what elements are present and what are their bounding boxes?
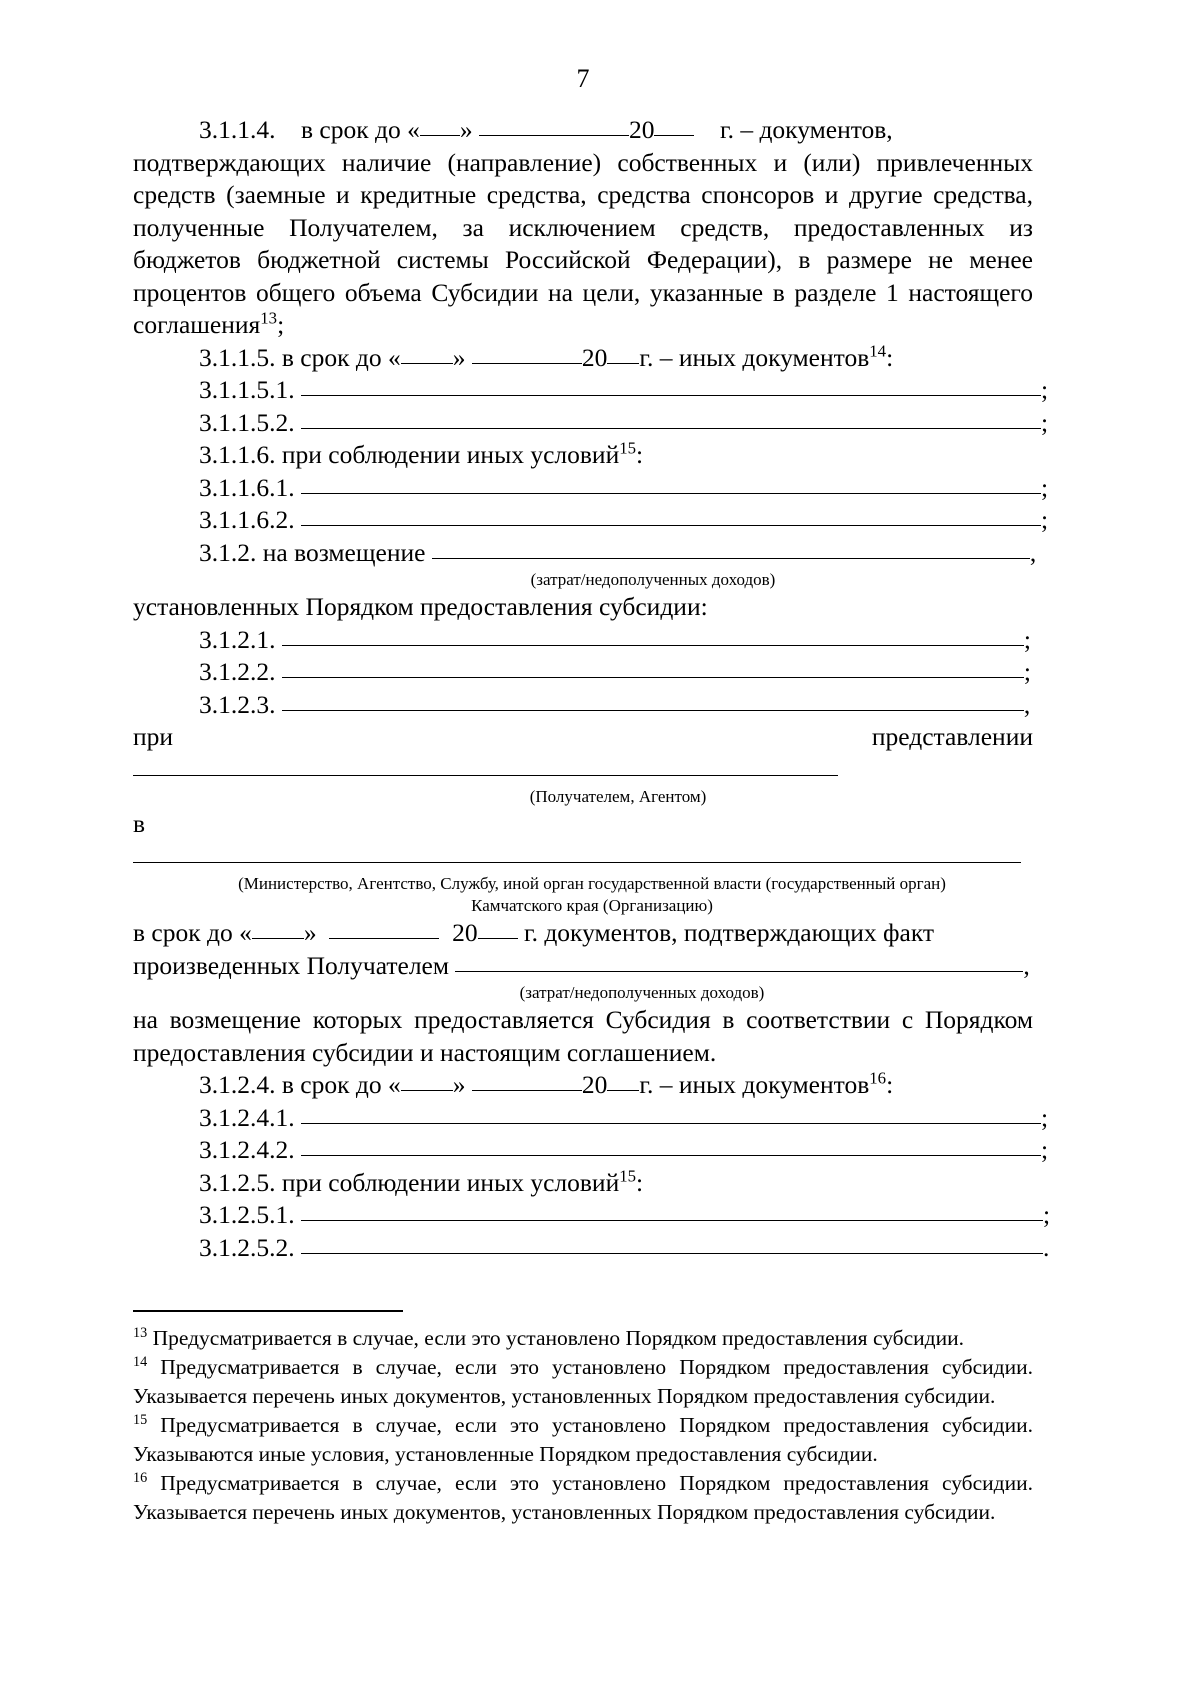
- item-3-1-2-4-end-punct: :: [886, 1070, 894, 1099]
- end-punct-3-1-2-5-2: .: [1043, 1232, 1050, 1262]
- day-blank-3-1-2-4[interactable]: [401, 1069, 453, 1091]
- end-punct-3-1-2-2: ;: [1023, 657, 1031, 686]
- end-punct-3-1-2-1: ;: [1023, 624, 1031, 654]
- item-3-1-1-6-end-punct: :: [636, 440, 644, 469]
- blank-field-3-1-2-3[interactable]: [282, 689, 1024, 711]
- blank-field-3-1-2-1[interactable]: [282, 624, 1024, 646]
- footnote-13: [133, 1324, 1033, 1353]
- year-blank-3-1-1-5[interactable]: [607, 342, 639, 364]
- item-number-3-1-2-2: 3.1.2.2.: [199, 657, 276, 686]
- blank-field-3-1-1-6-1[interactable]: [301, 472, 1041, 494]
- year-prefix-v-srok: 20: [452, 918, 478, 947]
- day-blank-v-srok[interactable]: [252, 917, 304, 939]
- year-blank-v-srok[interactable]: [478, 917, 518, 939]
- item-3-1-1-5-1: [133, 374, 1049, 407]
- blank-field-3-1-2-2[interactable]: [282, 656, 1024, 678]
- paragraph-v-srok-do: [133, 917, 1033, 950]
- footnote-16-mark: 16: [133, 1469, 148, 1486]
- footnote-16: [133, 1469, 1033, 1527]
- end-punct-3-1-2-5-1: ;: [1043, 1200, 1051, 1229]
- item-number-3-1-2-5-1: 3.1.2.5.1.: [199, 1200, 295, 1229]
- end-punct-3-1-1-5-1: ;: [1041, 375, 1049, 404]
- item-number-3-1-2-4: 3.1.2.4.: [199, 1070, 276, 1099]
- month-blank-v-srok[interactable]: [329, 917, 439, 939]
- end-punct-proizvedennyh: ,: [1023, 950, 1030, 980]
- item-3-1-1-5-end-punct: :: [886, 342, 894, 372]
- item-3-1-1-5-lead: в срок до «: [281, 342, 401, 372]
- item-number-3-1-2-4-2: 3.1.2.4.2.: [199, 1135, 295, 1164]
- day-blank-3-1-1-4[interactable]: [420, 114, 460, 136]
- caption-organ-line2: Камчатского края (Организацию): [471, 896, 713, 915]
- item-number-3-1-2-5-2: 3.1.2.5.2.: [199, 1232, 295, 1262]
- caption-zatrat-proizvedennyh: (затрат/недополученных доходов): [519, 983, 765, 1002]
- blank-field-3-1-2-5-1[interactable]: [301, 1199, 1043, 1221]
- item-number-3-1-1-5-2: 3.1.1.5.2.: [199, 407, 295, 437]
- item-3-1-2-5-2: [133, 1232, 1050, 1265]
- item-number-3-1-2-1: 3.1.2.1.: [199, 624, 276, 654]
- month-blank-3-1-1-4[interactable]: [479, 114, 629, 136]
- footnote-16-text: Предусматривается в случае, если это установлено Порядком предоставления субсидии. Указывается перечень иных документов, установленных Порядком предоставления субсидии.: [133, 1471, 1033, 1524]
- clause-3-1-1-4-end-punct: ;: [277, 310, 285, 339]
- paragraph-ustanovlennyh: установленных Порядком предоставления субсидии:: [133, 592, 708, 621]
- page-number: 7: [576, 64, 590, 93]
- blank-field-3-1-2-4-1[interactable]: [301, 1102, 1041, 1124]
- line-v: [133, 808, 1033, 873]
- quote-close-3-1-1-5: »: [452, 342, 466, 372]
- clause-3-1-1-4-lead: в срок до «: [301, 115, 420, 144]
- item-number-3-1-2: 3.1.2.: [199, 537, 257, 567]
- item-number-3-1-1-5-1: 3.1.1.5.1.: [199, 375, 295, 404]
- footnote-13-mark: 13: [133, 1324, 148, 1341]
- day-blank-3-1-1-5[interactable]: [401, 342, 453, 364]
- item-3-1-2-5-text: при соблюдении иных условий: [281, 1167, 620, 1197]
- end-punct-3-1-2-3: ,: [1023, 689, 1031, 719]
- line-proizvedennyh-poluchatelem: [133, 950, 1033, 983]
- item-3-1-1-5-after-year: г. – иных документов: [639, 342, 870, 372]
- end-punct-3-1-1-6-1: ;: [1041, 472, 1049, 502]
- item-3-1-1-6: [133, 439, 1033, 472]
- caption-poluchatelem-agentom: (Получателем, Агентом): [529, 787, 707, 806]
- item-number-3-1-2-5: 3.1.2.5.: [199, 1167, 276, 1197]
- quote-close-3-1-2-4: »: [452, 1070, 466, 1099]
- label-proizvedennyh: произведенных Получателем: [133, 950, 450, 980]
- footnote-14-text: Предусматривается в случае, если это установлено Порядком предоставления субсидии. Указывается перечень иных документов, установленных Порядком предоставления субсидии.: [133, 1355, 1033, 1408]
- footnote-ref-15-b[interactable]: 15: [619, 1166, 637, 1185]
- end-punct-3-1-2-4-2: ;: [1041, 1135, 1049, 1164]
- blank-field-3-1-1-5-2[interactable]: [301, 407, 1041, 429]
- item-3-1-2-4-after-year: г. – иных документов: [639, 1070, 870, 1099]
- footnote-15: [133, 1411, 1033, 1469]
- blank-field-3-1-2-4-2[interactable]: [301, 1134, 1041, 1156]
- blank-field-proizvedennyh[interactable]: [455, 950, 1023, 972]
- year-blank-3-1-2-4[interactable]: [607, 1069, 639, 1091]
- clause-3-1-1-4-after-year: г. – документов,: [719, 115, 893, 144]
- year-prefix-3-1-1-4: 20: [628, 115, 655, 144]
- footnote-ref-16[interactable]: 16: [869, 1068, 887, 1088]
- item-3-1-1-6-2: [133, 504, 1049, 537]
- footnote-15-text: Предусматривается в случае, если это установлено Порядком предоставления субсидии. Указываются иные условия, установленные Порядком предоставления субсидии.: [133, 1413, 1033, 1466]
- label-v: в: [133, 809, 146, 838]
- caption-zatrat-3-1-2: (затрат/недополученных доходов): [530, 570, 776, 589]
- item-3-1-2: [133, 537, 1037, 570]
- blank-field-v-organ[interactable]: [133, 841, 1021, 863]
- item-3-1-1-5-2: [133, 407, 1049, 440]
- blank-field-3-1-2-5-2[interactable]: [301, 1232, 1043, 1254]
- item-3-1-2-2: [133, 656, 1033, 689]
- footnote-14: [133, 1353, 1033, 1411]
- item-3-1-1-6-text: при соблюдении иных условий: [281, 440, 620, 469]
- year-prefix-3-1-1-5: 20: [581, 342, 608, 372]
- item-3-1-2-1: [133, 624, 1033, 657]
- blank-field-pri-predstavlenii[interactable]: [133, 754, 838, 776]
- item-number-3-1-2-3: 3.1.2.3.: [199, 689, 276, 719]
- item-3-1-2-text: на возмещение: [262, 537, 426, 567]
- footnote-ref-15-a[interactable]: 15: [619, 438, 637, 458]
- clause-number-3-1-1-4: 3.1.1.4.: [199, 115, 276, 144]
- line-pri-predstavlenii: [133, 721, 1033, 786]
- footnote-13-text: Предусматривается в случае, если это установлено Порядком предоставления субсидии.: [152, 1326, 964, 1350]
- blank-field-3-1-1-6-2[interactable]: [301, 504, 1041, 526]
- month-blank-3-1-2-4[interactable]: [472, 1069, 582, 1091]
- year-prefix-3-1-2-4: 20: [581, 1070, 608, 1099]
- month-blank-3-1-1-5[interactable]: [472, 342, 582, 364]
- quote-close-3-1-1-4: »: [459, 115, 473, 144]
- item-3-1-2-5-end-punct: :: [636, 1167, 644, 1197]
- item-3-1-2-3: [133, 689, 1033, 722]
- item-3-1-2-5-1: [133, 1199, 1051, 1232]
- page-content: [133, 0, 1051, 1264]
- item-number-3-1-1-5: 3.1.1.5.: [199, 342, 276, 372]
- item-3-1-2-5: [133, 1167, 1033, 1200]
- item-number-3-1-1-6-2: 3.1.1.6.2.: [199, 505, 295, 534]
- end-punct-3-1-1-5-2: ;: [1041, 407, 1049, 437]
- caption-organ-line1: (Министерство, Агентство, Службу, иной орган государственной власти (государственный орган): [238, 874, 946, 893]
- item-3-1-2-4-lead: в срок до «: [281, 1070, 401, 1099]
- label-pri-predstavlenii: при представлении: [133, 722, 1033, 751]
- end-punct-3-1-1-6-2: ;: [1041, 505, 1049, 534]
- footnote-14-mark: 14: [133, 1353, 148, 1370]
- item-3-1-2-4: [133, 1069, 1033, 1102]
- blank-field-3-1-1-5-1[interactable]: [301, 374, 1041, 396]
- v-srok-after-year: г. документов, подтверждающих факт: [523, 918, 935, 947]
- footnote-15-mark: 15: [133, 1411, 148, 1428]
- item-number-3-1-2-4-1: 3.1.2.4.1.: [199, 1102, 295, 1132]
- item-3-1-2-4-1: [133, 1102, 1049, 1135]
- footnote-ref-13[interactable]: 13: [260, 308, 278, 328]
- item-number-3-1-1-6-1: 3.1.1.6.1.: [199, 472, 295, 502]
- clause-3-1-1-4-body: подтверждающих наличие (направление) собственных и (или) привлеченных средств (заемные и кредитные средства, средства спонсоров и другие средства, полученные Получателем, за исключением средств, предоставленных из бюджетов бюджетной системы Российской Федерации), в размере не менее процентов общего объема Субсидии на цели, указанные в разделе 1 настоящего соглашения: [133, 147, 1040, 339]
- item-3-1-2-4-2: [133, 1134, 1049, 1167]
- v-srok-lead: в срок до «: [133, 918, 252, 947]
- paragraph-3-1-1-4: [133, 114, 1040, 342]
- year-blank-3-1-1-4[interactable]: [654, 114, 694, 136]
- blank-field-3-1-2[interactable]: [432, 537, 1030, 559]
- footnote-separator-rule: [133, 1310, 403, 1312]
- paragraph-na-vozmeshchenie-kotoryh: на возмещение которых предоставляется Субсидия в соответствии с Порядком предоставления субсидии и настоящим соглашением.: [133, 1005, 1040, 1067]
- footnote-ref-14[interactable]: 14: [869, 341, 887, 360]
- end-punct-3-1-2: ,: [1029, 537, 1037, 567]
- item-number-3-1-1-6: 3.1.1.6.: [199, 440, 276, 469]
- item-3-1-1-6-1: [133, 472, 1049, 505]
- item-3-1-1-5: [133, 342, 1033, 375]
- quote-close-v-srok: »: [303, 918, 317, 947]
- end-punct-3-1-2-4-1: ;: [1041, 1102, 1049, 1132]
- footnotes-section: [133, 1310, 1033, 1527]
